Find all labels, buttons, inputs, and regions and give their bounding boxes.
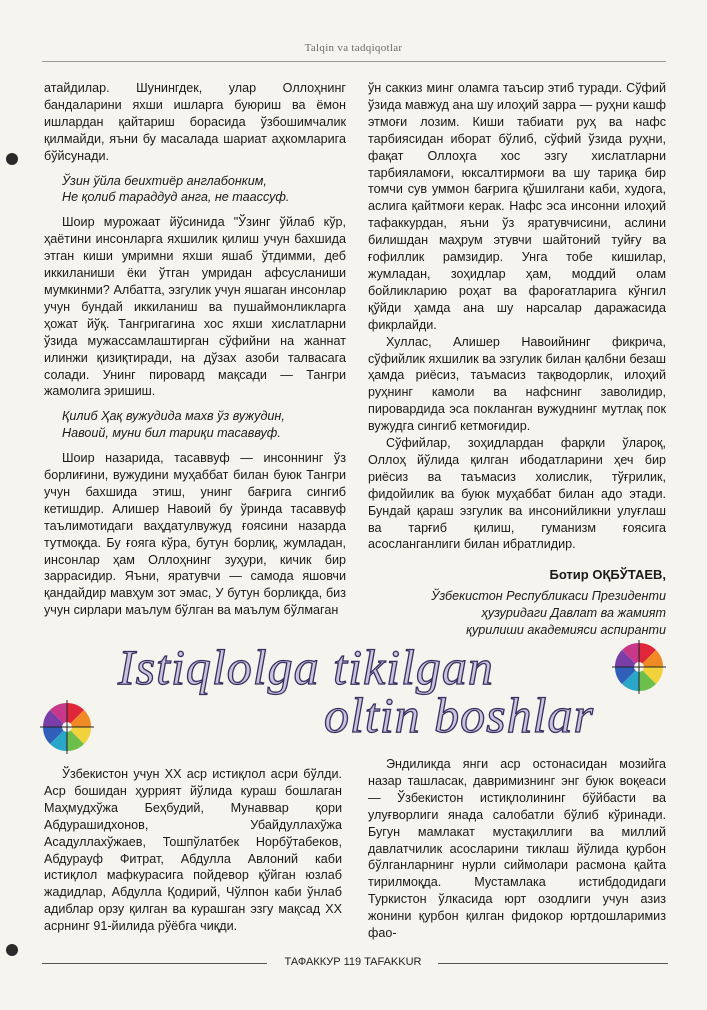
- verse-line: Не қолиб тараддуд анга, не таассуф.: [62, 190, 290, 205]
- verse-quote: [44, 408, 346, 442]
- running-header: Talqin va tadqiqotlar: [304, 42, 403, 54]
- paragraph: Шоир мурожаат йўсинида "Ўзинг ўйлаб кўр, ҳаётини инсонларга яхшилик қилиш учун бахшида этган киши умримни яхши яшаб ўтдимми, деб иккиланиши ёки ўтган умридан афсусланиши мумкинми? Албатта, эзгулик учун яшаган инсонлар учун бундай иккиланиш ва пушаймонликларга ҳожат йўқ. Тангригагина хос яхши хислатларни ўзида мужассамлаштирган сўфийни на жаннат илинжи қизиқтиради, на дўзах азоби талвасага солади. Унинг пировард мақсади — Тангри жамолига эришиш.: [44, 215, 346, 399]
- binder-hole: [6, 944, 18, 956]
- section-title-line: oltin boshlar: [324, 687, 594, 743]
- page-footer: ТАФАККУР 119 TAFAKKUR: [284, 956, 422, 968]
- paragraph: Эндиликда янги аср остонасидан мозийга назар ташласак, давримизнинг энг буюк воқеаси — Ўзбекистон истиқлолининг бўйбасти ва улуғворлиги янада салобатли бўлиб кўринади. Бугун мамлакат мустақиллиги ва миллий давлатчилик асосларини тиклаш йўлида қурбон бўлганларнинг нурли сиймолари расмона қайта тирилмоқда. Мустамлака истибдодидаги Туркистон ўлкасида юрт озодлиги учун азиз жонини қурбон қилган фидокор юртдошларимиз фао-: [368, 757, 666, 941]
- affiliation-line: Ўзбекистон Республикаси Президенти: [431, 589, 666, 604]
- paragraph: ўн саккиз минг оламга таъсир этиб туради. Сўфий ўзида мавжуд ана шу илоҳий зарра — руҳни кашф этмоғи лозим. Киши табиати руҳ ва нафс тарбиясидан иборат бўлиб, сўфий ўзида руҳни, фақат Оллоҳга хос эзгу хислатларни тарбияламоғи, юксалтирмоғи ва шу тариқа бир томчи сув уммон бағрига қўшилгани каби, худога, аслига қайтмоғи керак. Нафс эса инсонни илоҳий тафаккурдан, яъни ўз яратувчисини, аслини билишдан маҳрум этувчи шайтоний туйғу ва ғофиллик рамзидир. Унга тобе кишилар, жумладан, зоҳидлар ҳам, моддий олам бойликларию роҳат ва фароғатларига кўнгил қўйди ҳамда ана шу нарсалар даражасида фикрлайди.: [368, 81, 666, 332]
- verse-line: Қилиб Ҳақ вужудида махв ўз вужудин,: [62, 409, 285, 424]
- paragraph: атайдилар. Шунингдек, улар Оллоҳнинг бандаларини яхши ишларга буюриш ва ёмон ишлардан қайтариш борасида ўзбошимчалик қилмайди, яъни бу масалада шариат аҳкомларига бўйсунади.: [44, 81, 346, 163]
- footer-rule: [42, 963, 267, 964]
- affiliation-line: қурилиши академияси аспиранти: [466, 623, 666, 638]
- column-left-bottom: [44, 766, 342, 935]
- binder-hole: [6, 153, 18, 165]
- affiliation-line: ҳузуридаги Давлат ва жамият: [481, 606, 666, 621]
- paragraph: Хуллас, Алишер Навоийнинг фикрича, сўфийлик яхшилик ва эзгулик билан қалбни безаш ҳамда риёсиз, таъмасиз тақводорлик, илоҳий руҳнинг камоли ва нафснинг заволидир, пировардида эса покланган вужуднинг мутлақ пок вужудга сингиб кетмоғидир.: [368, 334, 666, 434]
- author-name: Ботир ОҚБЎТАЕВ,: [549, 567, 666, 583]
- paragraph: Сўфийлар, зоҳидлардан фарқли ўлароқ, Оллоҳ йўлида қилган ибодатларини ҳеч бир риёсиз ва таъмасиз холислик, тўғрилик, фидойилик ва буюк муҳаббат билан адо этади. Бундай қараш эзгулик ва инсонийликни улуғлаш ва тарғиб қилиш, гуманизм ғоясига асосланганлиги билан ибратлидир.: [368, 436, 666, 552]
- column-right-bottom: [368, 756, 666, 942]
- color-wheel-icon: [40, 700, 94, 754]
- column-left-top: [44, 80, 346, 619]
- verse-line: Навоий, муни бил тариқи тасаввуф.: [62, 426, 281, 441]
- paragraph: Ўзбекистон учун XX аср истиқлол асри бўлди. Аср бошидан ҳуррият йўлида кураш бошлаган Маҳмудхўжа Беҳбудий, Мунаввар қори Абдурашидхонов, Убайдуллахўжа Асадуллахўжаев, Тошпўлатбек Норбўтабеков, Абдурауф Фитрат, Абдулла Авлоний каби истиқлол мафкурасига пойдевор қўйган юзлаб жадидлар, Абдулла Қодирий, Чўлпон каби ўнлаб адиблар орзу қилган ва курашган эзгу мақсад XX асрнинг 91-йилида рўёбга чиқди.: [44, 767, 342, 934]
- verse-quote: [44, 173, 346, 207]
- section-title: [0, 630, 707, 750]
- footer-rule: [438, 963, 668, 964]
- section-title-line: Istiqlolga tikilgan: [118, 639, 494, 695]
- verse-line: Ўзин ўйла беихтиёр англабонким,: [62, 173, 267, 188]
- header-rule: [42, 61, 666, 62]
- column-right-top: [368, 80, 666, 639]
- color-wheel-icon: [612, 640, 666, 694]
- paragraph: Шоир назарида, тасаввуф — инсоннинг ўз борлиғини, вужудини муҳаббат билан буюк Тангри учун бахшида этиш, унинг бағрига сингиб кетишдир. Алишер Навоий бу ўринда тасаввуф таълимотидаги ваҳдатулвужуд ғоясини назарда тутмоқда. Бу ғояга кўра, бутун борлиқ, жумладан, инсонлар ҳам Оллоҳнинг зуҳури, кичик бир заррасидир. Яъни, яратувчи — самода яшовчи қандайдир мавҳум зот эмас, У бутун борлиқда, биз учун сирлари маълум бўлган ва маълум бўлмаган: [44, 451, 346, 618]
